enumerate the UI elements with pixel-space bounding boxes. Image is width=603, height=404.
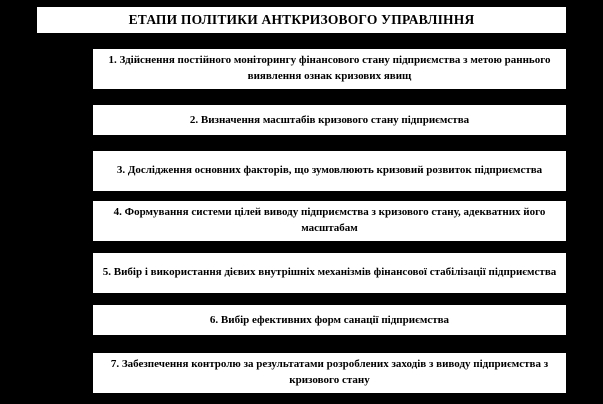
diagram-title-box (36, 6, 567, 34)
stage-box-1 (92, 48, 567, 90)
stage-box-7 (92, 352, 567, 394)
stage-label-4: 4. Формування системи цілей виводу підприємства з кризового стану, адекватних його масштабам (113, 206, 546, 234)
stage-label-1: 1. Здійснення постійного моніторингу фінансового стану підприємства з метою раннього виявлення ознак кризових явищ (108, 54, 551, 82)
stage-box-5 (92, 252, 567, 294)
stage-box-4 (92, 200, 567, 242)
stage-label-2: 2. Визначення масштабів кризового стану підприємства (189, 113, 470, 126)
stage-box-6 (92, 304, 567, 336)
stage-box-3 (92, 150, 567, 192)
diagram-title: ЕТАПИ ПОЛІТИКИ АНТКРИЗОВОГО УПРАВЛІННЯ (128, 12, 475, 27)
stage-label-3: 3. Дослідження основних факторів, що зумовлюють кризовий розвиток підприємства (116, 164, 543, 177)
stage-label-5: 5. Вибір і використання дієвих внутрішніх механізмів фінансової стабілізації підприємства (102, 266, 557, 279)
stage-label-6: 6. Вибір ефективних форм санації підприємства (209, 313, 450, 326)
stage-label-7: 7. Забезпечення контролю за результатами розроблених заходів з виводу підприємства з кризового стану (110, 358, 549, 386)
stage-box-2 (92, 104, 567, 136)
